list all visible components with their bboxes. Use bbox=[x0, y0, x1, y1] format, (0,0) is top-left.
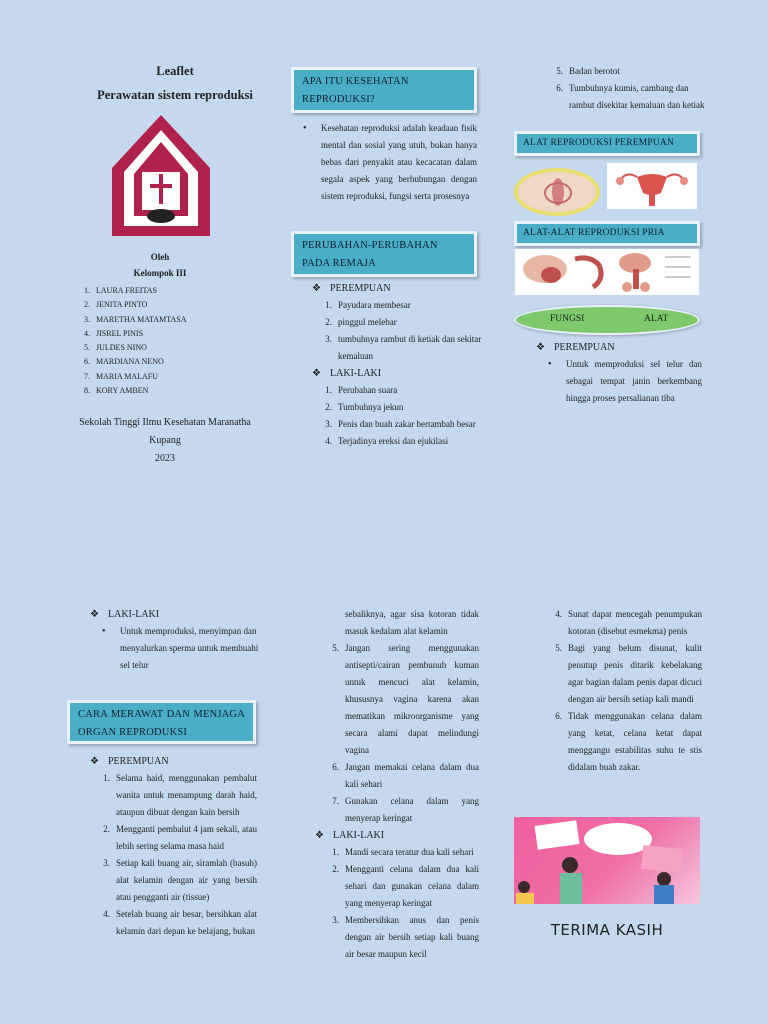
institution-block bbox=[50, 414, 280, 468]
member-list bbox=[72, 284, 260, 398]
female-care-list-continued bbox=[321, 640, 479, 827]
male-changes-list bbox=[314, 382, 482, 450]
list-item: 5. Bagi yang belum disunat, kulit penutup penis ditarik kebelakang agar bagian dalam penis dapat dicuci dengan air bersih setiap kali mandi bbox=[555, 643, 702, 704]
institution-logo bbox=[108, 112, 214, 240]
list-item: 1. Mandi secara teratur dua kali sehari bbox=[332, 847, 474, 857]
author-block bbox=[60, 250, 260, 398]
member-item: 1. LAURA FREITAS bbox=[84, 286, 157, 295]
leaflet-title: Leaflet bbox=[156, 64, 194, 78]
male-changes-list-continued bbox=[545, 63, 705, 114]
list-item: 3. Membersihkan anus dan penis dengan air bersih setiap kali buang air besar maupun kecil bbox=[332, 915, 479, 959]
female-function-heading: ❖ PEREMPUAN bbox=[536, 339, 702, 356]
care-continued-block bbox=[315, 606, 479, 963]
list-item: 4. Sunat dapat mencegah penumpukan kotoran (disebut esmekma) penis bbox=[555, 609, 702, 636]
male-care-list bbox=[321, 844, 479, 963]
thank-you-text: TERIMA KASIH bbox=[550, 921, 664, 939]
list-item: 1. Selama haid, menggunakan pembalut wanita untuk menampung darah haid, ataupun dibuat dengan kain bersih bbox=[103, 773, 257, 817]
list-item: 5. Jangan sering menggunakan antisepti/cairan pembunuh kuman untuk mencuci alat kelamin, khususnya vagina karena akan mematikan mikroorganisme yang secara alami dapat melindungi vagina bbox=[332, 643, 479, 755]
female-care-heading: ❖ PEREMPUAN bbox=[90, 753, 257, 770]
list-item: 4. Terjadinya ereksi dan ejukilasi bbox=[325, 436, 449, 446]
definition-text: • Kesehatan reproduksi adalah keadaan fisik mental dan sosial yang utuh, bukan hanya bebas dari penyakit atau kecacatan dalam segala aspek yang berhubungan dengan sistem reproduksi, fungsi serta prosesnya bbox=[297, 120, 477, 205]
list-item: 5. Badan berotot bbox=[556, 66, 620, 76]
female-organ-image-internal bbox=[607, 163, 697, 209]
male-function-list bbox=[96, 623, 260, 674]
adolescent-changes bbox=[312, 280, 482, 450]
male-care-heading: ❖ LAKI-LAKI bbox=[315, 827, 479, 844]
member-item: 5. JULDES NINO bbox=[84, 343, 147, 353]
male-function-block bbox=[90, 606, 260, 674]
female-organ-image-external bbox=[514, 168, 600, 216]
cover-column bbox=[60, 62, 290, 104]
male-changes-heading: ❖ LAKI-LAKI bbox=[312, 365, 482, 382]
list-item: 1. Perubahan suara bbox=[325, 385, 398, 395]
list-item: 6. Tumbuhnya kumis, cambang dan rambut disekitar kemaluan dan ketiak bbox=[556, 83, 705, 110]
member-item: 7. MARIA MALAFU bbox=[84, 371, 159, 381]
male-anatomy-diagram-icon bbox=[515, 249, 699, 295]
member-item: 2. JENITA PINTO bbox=[84, 300, 148, 310]
female-function-text: • Untuk memproduksi sel telur dan sebagai tempat janin berkembang hingga proses persalianan tiba bbox=[542, 356, 702, 407]
logo-emblem-icon bbox=[108, 112, 214, 240]
function-pill bbox=[514, 305, 700, 335]
by-label: Oleh bbox=[150, 252, 170, 262]
male-function-heading: ❖ LAKI-LAKI bbox=[90, 606, 260, 623]
section-box-male-organs: ALAT-ALAT REPRODUKSI PRIA bbox=[514, 221, 700, 246]
female-care-list bbox=[92, 770, 257, 940]
section-box-what-is-reproductive-health: APA ITU KESEHATAN REPRODUKSI? bbox=[291, 67, 477, 113]
list-item: 6. Jangan memakai celana dalam dua kali sehari bbox=[332, 762, 479, 789]
male-care-list-continued bbox=[544, 606, 702, 776]
member-item: 4. JISREL PINIS bbox=[84, 328, 144, 338]
campaign-poster-image bbox=[514, 817, 700, 904]
uterus-diagram-icon bbox=[607, 163, 697, 209]
list-item: 1. Payudara membesar bbox=[325, 300, 411, 310]
female-care-block bbox=[90, 753, 257, 940]
member-item: 8. KORY AMBEN bbox=[84, 386, 149, 396]
list-item: 4. Setelah buang air besar, bersihkan alat kelamin dari depan ke belajang, bukan bbox=[103, 909, 257, 936]
female-function-block bbox=[536, 339, 702, 407]
list-item: 2. pinggul melebar bbox=[325, 317, 397, 327]
institution-name: Sekolah Tinggi Ilmu Kesehatan Maranatha bbox=[79, 417, 251, 428]
list-item: 2. Mengganti celana dalam dua kali sehari dan gunakan celana dalam yang menyerap keringat bbox=[332, 864, 479, 908]
list-item: 7. Gunakan celana dalam yang menyerap keringat bbox=[332, 796, 479, 823]
section-box-adolescent-changes: PERUBAHAN-PERUBAHAN PADA REMAJA bbox=[291, 231, 477, 277]
list-item: 3. tumbuhnya rambut di ketiak dan sekitar kemaluan bbox=[325, 334, 482, 361]
list-item: 6. Tidak menggunakan celana dalam yang ketat, celana ketat dapat menggangu estabilitas suhu te stis didalam buah zakar. bbox=[555, 711, 702, 772]
female-changes-heading: ❖ PEREMPUAN bbox=[312, 280, 482, 297]
female-function-list bbox=[542, 356, 702, 407]
male-function-text: • Untuk memproduksi, menyimpan dan menyalurkan sperma untuk membuahi sel telur bbox=[96, 623, 260, 674]
publication-year: 2023 bbox=[155, 453, 175, 464]
institution-city: Kupang bbox=[149, 435, 181, 446]
section-box-organ-care: CARA MERAWAT DAN MENJAGA ORGAN REPRODUKSI bbox=[67, 700, 256, 744]
member-item: 3. MARETHA MATAMTASA bbox=[84, 314, 187, 324]
organ-label: ALAT bbox=[644, 314, 669, 324]
list-item: 3. Setiap kali buang air, siramlah (basuh) alat kelamin dengan air yang bersih atau pengganti air (tissue) bbox=[103, 858, 257, 902]
group-label: Kelompok III bbox=[133, 268, 187, 278]
list-item: 2. Tumbuhnya jekun bbox=[325, 402, 404, 412]
female-changes-list bbox=[314, 297, 482, 365]
list-item: 2. Mengganti pembalut 4 jam sekali, atau lebih sering selama masa haid bbox=[103, 824, 257, 851]
function-label: FUNGSI bbox=[550, 314, 585, 324]
member-item: 6. MARDIANA NENO bbox=[84, 357, 164, 367]
list-item: 3. Penis dan buah zakar bertambah besar bbox=[325, 419, 476, 429]
definition-list bbox=[297, 120, 477, 205]
female-care-continued-text: sebaliknya, agar sisa kotoran tidak masuk kedalam alat kelamin bbox=[345, 609, 479, 636]
section-box-female-organs: ALAT REPRODUKSI PEREMPUAN bbox=[514, 131, 700, 156]
protest-poster-icon bbox=[514, 817, 700, 904]
leaflet-subtitle: Perawatan sistem reproduksi bbox=[97, 88, 253, 102]
male-organ-image bbox=[515, 249, 699, 295]
